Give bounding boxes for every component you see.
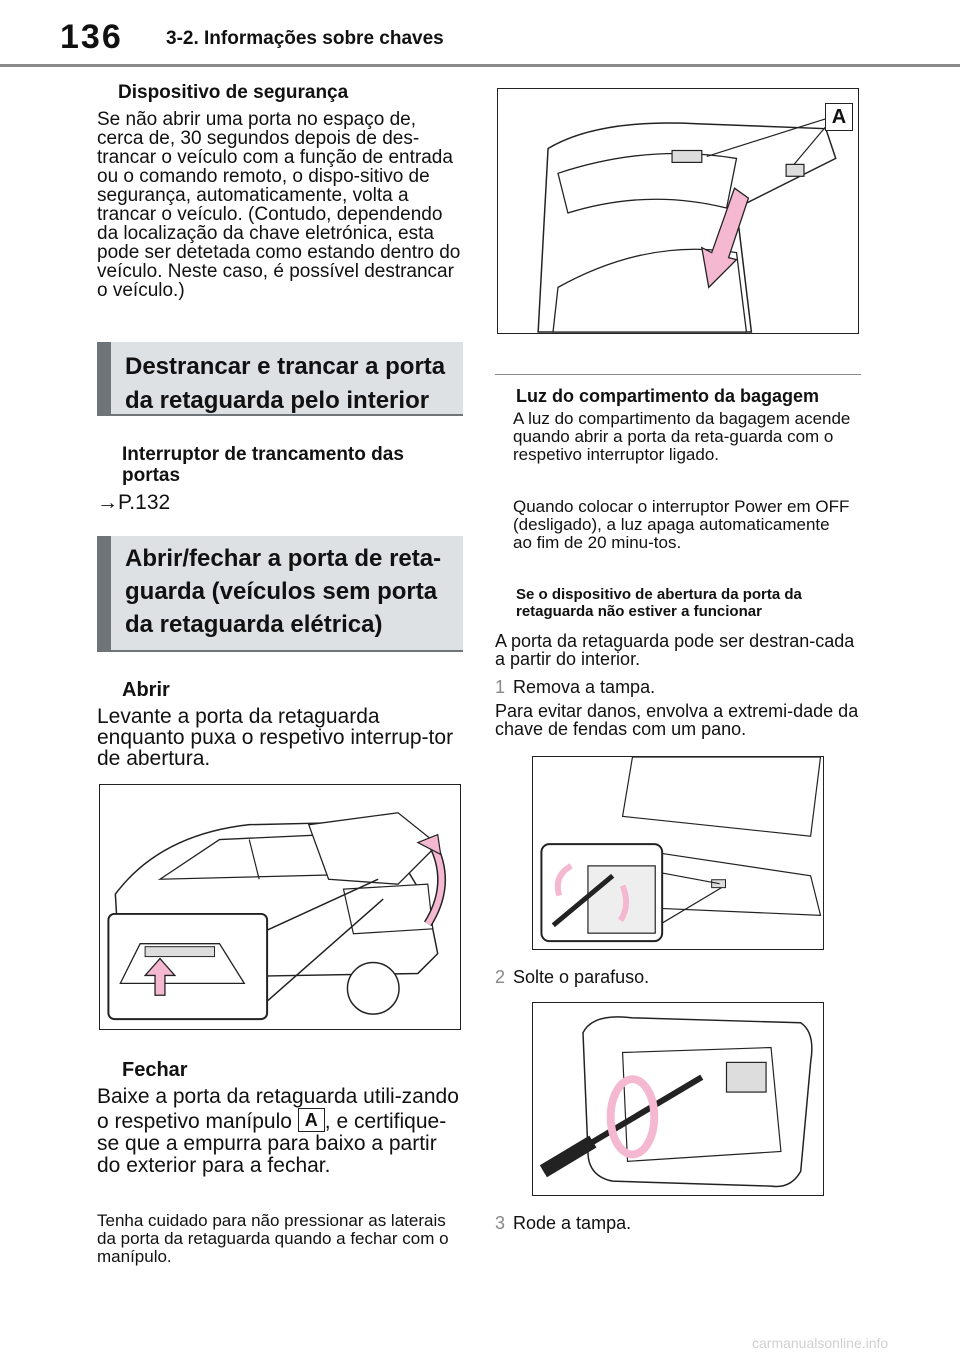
header-rule	[0, 64, 960, 67]
step-1-number: 1	[495, 677, 506, 697]
close-text-part-b: , e certifique-se que a empurra para baixo a partir do exterior para a fechar.	[97, 1110, 447, 1177]
open-title: Abrir	[122, 679, 170, 701]
fail-text: A porta da retaguarda pode ser destran-cada a partir do interior.	[495, 631, 855, 669]
section-title: 3-2. Informações sobre chaves	[166, 28, 444, 49]
banner-open-close: Abrir/fechar a porta de reta-guarda (veículos sem porta da retaguarda elétrica)	[97, 536, 463, 652]
banner-rule	[97, 650, 463, 652]
security-title: Dispositivo de segurança	[118, 82, 349, 103]
step-3	[495, 1214, 861, 1232]
step-1-text: Remova a tampa.	[513, 677, 656, 697]
step-2	[495, 968, 861, 986]
step-3-number: 3	[495, 1213, 506, 1233]
step-1-note: Para evitar danos, envolva a extremi-dade da chave de fendas com um pano.	[495, 701, 859, 739]
light-text-1: A luz do compartimento da bagagem acende quando abrir a porta da reta-guarda com o respetivo interruptor ligado.	[513, 409, 851, 464]
close-title: Fechar	[122, 1059, 188, 1081]
light-text-2: Quando colocar o interruptor Power em OFF (desligado), a luz apaga automaticamente ao fim de 20 minu-tos.	[513, 497, 850, 552]
security-text: Se não abrir uma porta no espaço de, cerca de, 30 segundos depois de des-trancar o veículo com a função de entrada ou o comando remoto, o dispo-sitivo de segurança, automaticamente, volta a trancar o veículo. (Contudo, dependendo da localização da chave eletrónica, esta pode ser detetada como estando dentro do veículo. Neste caso, é possível destrancar o veículo.)	[97, 109, 461, 301]
step-2-number: 2	[495, 967, 506, 987]
figure-open-tailgate	[99, 784, 461, 1030]
light-title: Luz do compartimento da bagagem	[516, 386, 820, 406]
figure-remove-cover	[532, 756, 824, 950]
fail-title: Se o dispositivo de abertura da porta da retaguarda não estiver a funcionar	[516, 586, 802, 620]
remove-cover-illustration	[533, 757, 823, 949]
switch-ref[interactable]: →P.132	[97, 491, 171, 514]
step-2-text: Solte o parafuso.	[513, 967, 650, 987]
callout-a-inline: A	[298, 1108, 325, 1132]
caution-text: Tenha cuidado para não pressionar as laterais da porta da retaguarda quando a fechar com o manípulo.	[97, 1211, 449, 1266]
car-rear-illustration	[100, 785, 460, 1029]
close-text-part-a: Baixe a porta da retaguarda utili-zando o respetivo manípulo	[97, 1085, 459, 1133]
banner-rule	[97, 414, 463, 416]
tailgate-interior-illustration	[498, 89, 858, 333]
step-1	[495, 678, 861, 696]
figure-loosen-screw	[532, 1002, 824, 1196]
section-divider	[495, 374, 861, 375]
page-header	[0, 0, 960, 70]
figure-tailgate-handle	[497, 88, 859, 334]
close-text	[97, 1086, 463, 1177]
loosen-screw-illustration	[533, 1003, 823, 1195]
watermark-url: carmanualsonline.info	[752, 1335, 889, 1351]
banner-unlock-inside: Destrancar e trancar a porta da retaguarda pelo interior	[97, 342, 463, 416]
page-number: 136	[60, 18, 123, 56]
switch-title: Interruptor de trancamento das portas	[122, 444, 404, 486]
callout-a: A	[825, 103, 853, 131]
step-3-text: Rode a tampa.	[513, 1213, 632, 1233]
open-text: Levante a porta da retaguarda enquanto puxa o respetivo interrup-tor de abertura.	[97, 705, 454, 770]
